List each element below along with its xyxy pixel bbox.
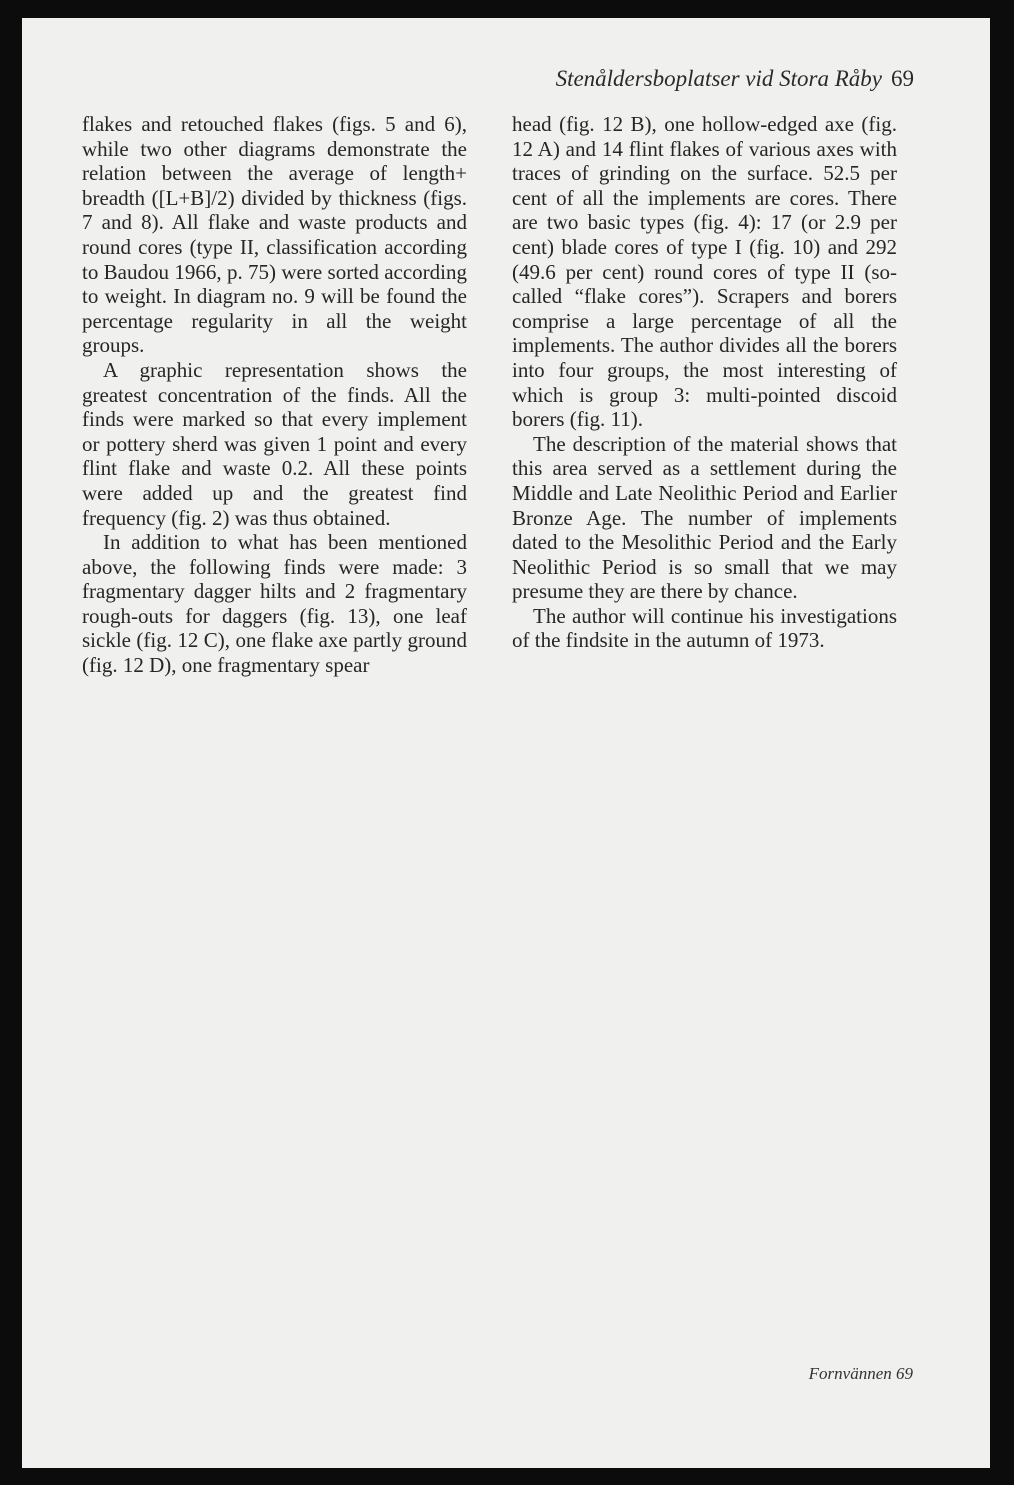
running-head-title: Stenåldersboplatser vid Stora Råby	[555, 66, 882, 91]
running-head	[556, 66, 914, 92]
paragraph: In addition to what has been mentioned above, the following finds were made: 3 fragmentary dagger hilts and 2 fragmentary rough-outs for daggers (fig. 13), one leaf sickle (fig. 12 C), one flake axe partly ground (fig. 12 D), one fragmentary spear	[82, 530, 467, 678]
paragraph: The description of the material shows that this area served as a settlement during the Middle and Late Neolithic Period and Earlier Bronze Age. The number of implements dated to the Mesolithic Period and the Early Neolithic Period is so small that we may presume they are there by chance.	[512, 431, 897, 604]
right-column	[512, 112, 897, 653]
paragraph: A graphic representation shows the greatest concentration of the finds. All the finds were marked so that every implement or pottery sherd was given 1 point and every flint flake and waste 0.2. All these points were added up and the greatest find frequency (fig. 2) was thus obtained.	[82, 357, 467, 530]
paragraph: flakes and retouched flakes (figs. 5 and 6), while two other diagrams demonstrate the relation between the average of length+ breadth ([L+B]/2) divided by thickness (figs. 7 and 8). All flake and waste products and round cores (type II, classification according to Baudou 1966, p. 75) were sorted according to weight. In diagram no. 9 will be found the percentage regularity in all the weight groups.	[82, 112, 467, 358]
left-column	[82, 112, 467, 678]
document-page	[22, 18, 990, 1468]
paragraph: The author will continue his investigations of the findsite in the autumn of 1973.	[512, 603, 897, 653]
journal-footer: Fornvännen 69	[808, 1364, 913, 1383]
page-number: 69	[891, 66, 914, 91]
paragraph: head (fig. 12 B), one hollow-edged axe (fig. 12 A) and 14 flint flakes of various axes with traces of grinding on the surface. 52.5 per cent of all the implements are cores. There are two basic types (fig. 4): 17 (or 2.9 per cent) blade cores of type I (fig. 10) and 292 (49.6 per cent) round cores of type II (so-called “flake cores”). Scrapers and borers comprise a large percentage of all the implements. The author divides all the borers into four groups, the most interesting of which is group 3: multi-pointed discoid borers (fig. 11).	[512, 112, 897, 432]
